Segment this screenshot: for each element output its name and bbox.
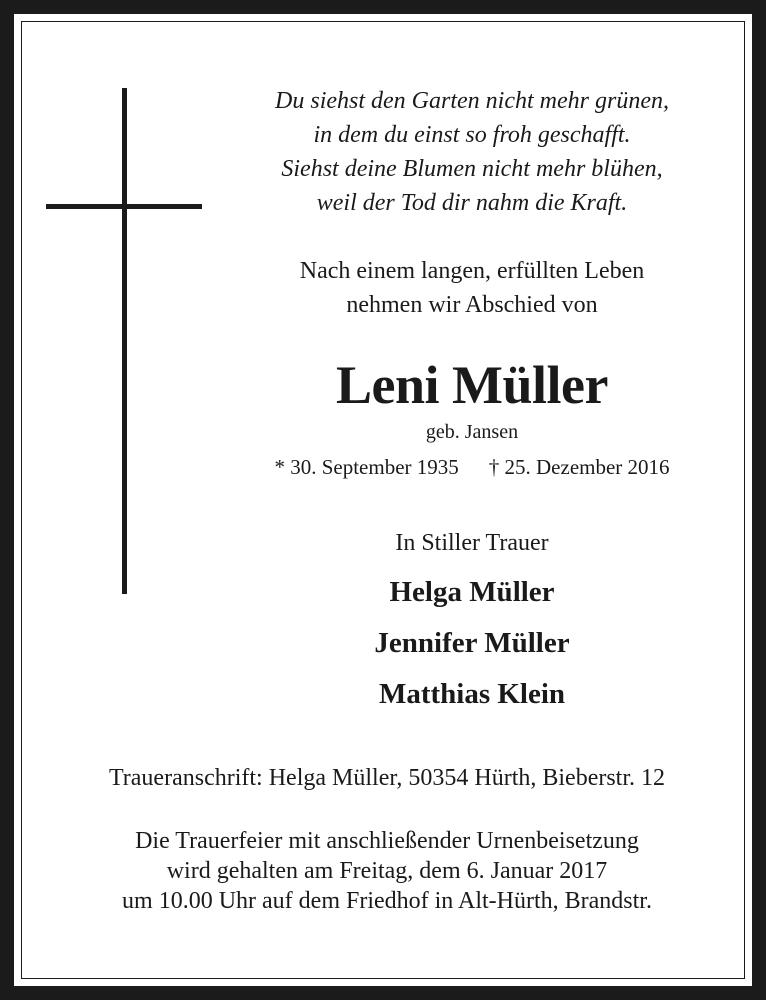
cross-horizontal-beam: [46, 204, 202, 209]
birth-date: * 30. September 1935: [274, 455, 459, 479]
poem-line: weil der Tod dir nahm die Kraft.: [316, 190, 628, 216]
ceremony-line: wird gehalten am Freitag, dem 6. Januar 2017: [166, 858, 608, 884]
ceremony-line: um 10.00 Uhr auf dem Friedhof in Alt-Hürth, Brandstr.: [122, 888, 652, 914]
life-dates: [222, 453, 722, 481]
cross-vertical-beam: [122, 88, 127, 594]
mourning-address: Traueranschrift: Helga Müller, 50354 Hürth, Bieberstr. 12: [108, 765, 666, 791]
inner-frame: [21, 21, 745, 979]
mourner-name: Helga Müller: [389, 576, 555, 608]
poem: [222, 84, 722, 220]
deceased-name: Leni Müller: [336, 355, 608, 415]
mourners-list: [222, 567, 722, 720]
birth-name: geb. Jansen: [425, 421, 519, 443]
ceremony-details: [22, 826, 752, 916]
intro-line: nehmen wir Abschied von: [346, 292, 598, 318]
mourner-name: Matthias Klein: [378, 678, 566, 710]
poem-line: Du siehst den Garten nicht mehr grünen,: [275, 88, 669, 114]
poem-line: Siehst deine Blumen nicht mehr blühen,: [281, 156, 663, 182]
ceremony-line: Die Trauerfeier mit anschließender Urnenbeisetzung: [135, 828, 639, 854]
intro-text: [222, 254, 722, 322]
mourning-heading: In Stiller Trauer: [395, 530, 549, 556]
intro-line: Nach einem langen, erfüllten Leben: [299, 258, 645, 284]
mourner-name: Jennifer Müller: [374, 627, 570, 659]
outer-frame: [14, 14, 752, 986]
poem-line: in dem du einst so froh geschafft.: [313, 122, 631, 148]
death-date: † 25. Dezember 2016: [488, 455, 670, 479]
